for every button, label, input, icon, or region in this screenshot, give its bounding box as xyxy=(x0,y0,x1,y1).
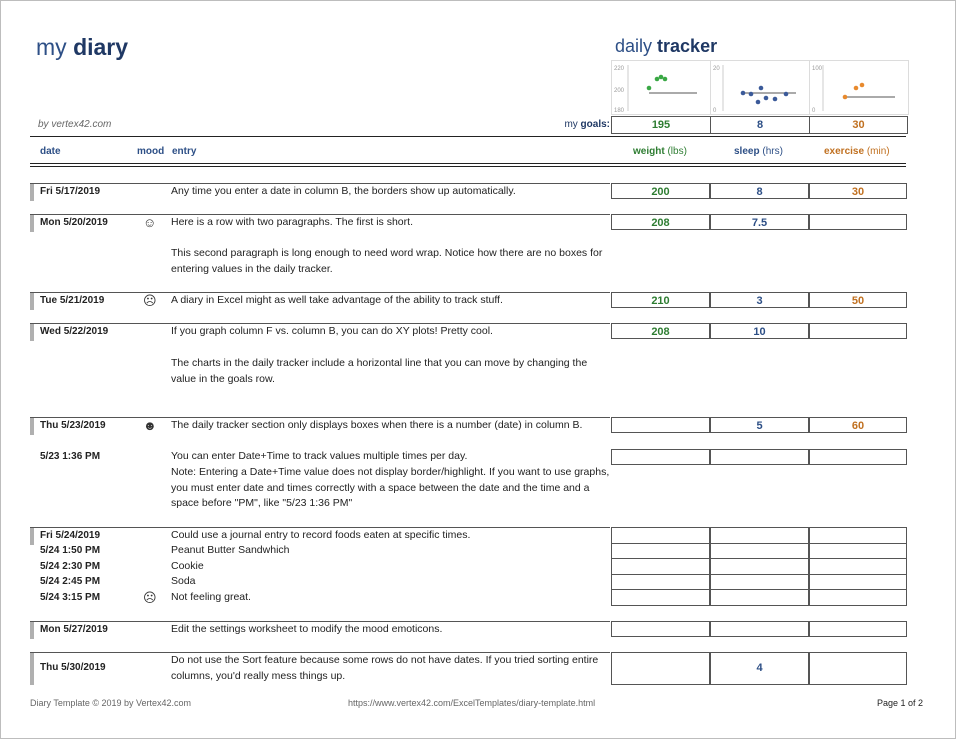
col-weight: weight (lbs) xyxy=(633,146,687,157)
weight-cell-group[interactable] xyxy=(611,527,710,606)
col-sleep: sleep (hrs) xyxy=(734,146,783,157)
exercise-chart xyxy=(809,60,909,115)
entry-date[interactable]: Thu 5/23/2019 xyxy=(40,420,106,431)
row-marker xyxy=(30,184,34,201)
entry-text[interactable]: Here is a row with two paragraphs. The first is short. xyxy=(171,216,413,228)
sleep-cell[interactable]: 4 xyxy=(710,652,809,685)
entry-text-paragraph[interactable]: Note: Entering a Date+Time value does not display border/highlight. If you want to use graphs, you must enter date and times correctly with a space between the date and the time and a space before "PM", like "5/23 1:36 PM" xyxy=(171,466,610,510)
entry-text[interactable]: Not feeling great. xyxy=(171,591,251,603)
weight-cell[interactable] xyxy=(611,621,710,637)
entry-text[interactable]: Could use a journal entry to record foods eaten at specific times. xyxy=(171,529,471,541)
sleep-cell[interactable]: 7.5 xyxy=(710,214,809,230)
exercise-cell[interactable] xyxy=(809,214,907,230)
exercise-tick-top: 100 xyxy=(812,66,823,72)
weight-point xyxy=(663,77,668,82)
exercise-cell[interactable] xyxy=(809,323,907,339)
exercise-point xyxy=(843,95,848,100)
sleep-point xyxy=(741,91,746,96)
goal-exercise[interactable]: 30 xyxy=(809,116,908,134)
weight-point xyxy=(659,75,664,80)
sleep-point xyxy=(773,97,778,102)
weight-point xyxy=(647,86,652,91)
entry-date[interactable]: Mon 5/27/2019 xyxy=(40,624,108,635)
entry-text[interactable]: You can enter Date+Time to track values multiple times per day. xyxy=(171,450,468,462)
sleep-tick-bottom: 0 xyxy=(713,108,717,114)
sleep-cell-group[interactable] xyxy=(710,527,809,606)
exercise-chart-svg xyxy=(810,61,908,114)
header-rule xyxy=(30,166,906,167)
footer-page-number: Page 1 of 2 xyxy=(877,698,924,708)
entry-text[interactable]: Soda xyxy=(171,575,196,587)
weight-cell[interactable] xyxy=(611,652,710,685)
goals-label: my goals: xyxy=(564,119,610,130)
byline: by vertex42.com xyxy=(38,119,112,130)
goal-sleep[interactable]: 8 xyxy=(710,116,810,134)
row-marker xyxy=(30,528,34,545)
exercise-cell[interactable] xyxy=(809,652,907,685)
sleep-chart xyxy=(710,60,810,115)
col-entry: entry xyxy=(172,146,197,157)
entry-text[interactable]: Peanut Butter Sandwhich xyxy=(171,544,290,556)
col-exercise: exercise (min) xyxy=(824,146,890,157)
exercise-point xyxy=(860,83,865,88)
weight-cell[interactable]: 208 xyxy=(611,214,710,230)
entry-text-paragraph[interactable]: This second paragraph is long enough to need word wrap. Notice how there are no boxes for entering values in the daily tracker. xyxy=(171,247,603,275)
entry-text[interactable]: A diary in Excel might as well take advantage of the ability to track stuff. xyxy=(171,294,503,306)
grid-line xyxy=(611,558,907,559)
entry-date[interactable]: Thu 5/30/2019 xyxy=(40,662,106,673)
sad-mood-icon[interactable]: ☹ xyxy=(143,590,157,605)
weight-chart-svg xyxy=(612,61,710,114)
goal-weight[interactable]: 195 xyxy=(611,116,711,134)
entry-text[interactable]: Do not use the Sort feature because some rows do not have dates. If you tried sorting entire columns, you'd really mess things up. xyxy=(171,654,599,682)
footer-url[interactable]: https://www.vertex42.com/ExcelTemplates/diary-template.html xyxy=(348,698,596,708)
exercise-cell[interactable]: 60 xyxy=(809,417,907,433)
row-marker xyxy=(30,622,34,639)
entry-datetime[interactable]: 5/24 3:15 PM xyxy=(40,592,101,603)
header-rule xyxy=(30,163,906,164)
row-marker xyxy=(30,324,34,341)
entry-date[interactable]: Tue 5/21/2019 xyxy=(40,295,105,306)
sleep-cell[interactable] xyxy=(710,621,809,637)
sleep-cell[interactable] xyxy=(710,449,809,465)
sleep-point xyxy=(759,86,764,91)
sleep-chart-svg xyxy=(711,61,809,114)
exercise-cell[interactable] xyxy=(809,449,907,465)
exercise-cell[interactable] xyxy=(809,621,907,637)
entry-datetime[interactable]: 5/23 1:36 PM xyxy=(40,451,101,462)
page-title: my diary xyxy=(36,34,129,60)
weight-tick-top: 220 xyxy=(614,66,625,72)
col-mood: mood xyxy=(137,146,165,157)
sleep-point xyxy=(784,92,789,97)
grid-line xyxy=(611,589,907,590)
sleep-point xyxy=(764,96,769,101)
entry-text[interactable]: Edit the settings worksheet to modify the mood emoticons. xyxy=(171,623,443,635)
entry-date[interactable]: Fri 5/17/2019 xyxy=(40,186,101,197)
entry-datetime[interactable]: 5/24 1:50 PM xyxy=(40,545,101,556)
entry-date[interactable]: Fri 5/24/2019 xyxy=(40,530,101,541)
sleep-cell[interactable]: 10 xyxy=(710,323,809,339)
row-marker xyxy=(30,653,34,685)
col-date: date xyxy=(40,146,61,157)
weight-tick-bottom: 180 xyxy=(614,108,625,114)
entry-date[interactable]: Wed 5/22/2019 xyxy=(40,326,109,337)
tired-mood-icon[interactable]: ☹ xyxy=(143,293,157,308)
sleep-point xyxy=(749,92,754,97)
weight-point xyxy=(655,77,660,82)
entry-text-paragraph[interactable]: The charts in the daily tracker include a horizontal line that you can move by changing the value in the goals row. xyxy=(171,357,588,385)
sleep-tick-top: 20 xyxy=(713,66,720,72)
cool-mood-icon[interactable]: ☻ xyxy=(143,418,157,433)
exercise-cell[interactable]: 30 xyxy=(809,183,907,199)
sleep-cell[interactable]: 8 xyxy=(710,183,809,199)
exercise-point xyxy=(854,86,859,91)
weight-cell[interactable]: 208 xyxy=(611,323,710,339)
happy-mood-icon[interactable]: ☺ xyxy=(143,215,157,230)
exercise-cell[interactable]: 50 xyxy=(809,292,907,308)
sleep-point xyxy=(756,100,761,105)
grid-line xyxy=(611,543,907,544)
goals-top-rule xyxy=(30,136,906,137)
row-marker xyxy=(30,293,34,310)
entry-datetime[interactable]: 5/24 2:45 PM xyxy=(40,576,101,587)
weight-cell[interactable] xyxy=(611,449,710,465)
weight-cell[interactable] xyxy=(611,417,710,433)
entry-date[interactable]: Mon 5/20/2019 xyxy=(40,217,108,228)
sleep-cell[interactable]: 5 xyxy=(710,417,809,433)
weight-tick-mid: 200 xyxy=(614,88,625,94)
weight-cell[interactable]: 210 xyxy=(611,292,710,308)
sleep-cell[interactable]: 3 xyxy=(710,292,809,308)
exercise-cell-group[interactable] xyxy=(809,527,907,606)
row-marker xyxy=(30,418,34,435)
entry-text[interactable]: The daily tracker section only displays boxes when there is a number (date) in column B. xyxy=(171,419,583,431)
entry-text[interactable]: Cookie xyxy=(171,560,204,572)
grid-line xyxy=(611,574,907,575)
tracker-title: daily tracker xyxy=(615,36,718,56)
entry-text[interactable]: Any time you enter a date in column B, the borders show up automatically. xyxy=(171,185,516,197)
entry-text[interactable]: If you graph column F vs. column B, you can do XY plots! Pretty cool. xyxy=(171,325,493,337)
footer-copyright: Diary Template © 2019 by Vertex42.com xyxy=(30,698,192,708)
weight-chart xyxy=(611,60,711,115)
exercise-tick-bottom: 0 xyxy=(812,108,816,114)
row-marker xyxy=(30,215,34,232)
entry-datetime[interactable]: 5/24 2:30 PM xyxy=(40,561,101,572)
weight-cell[interactable]: 200 xyxy=(611,183,710,199)
